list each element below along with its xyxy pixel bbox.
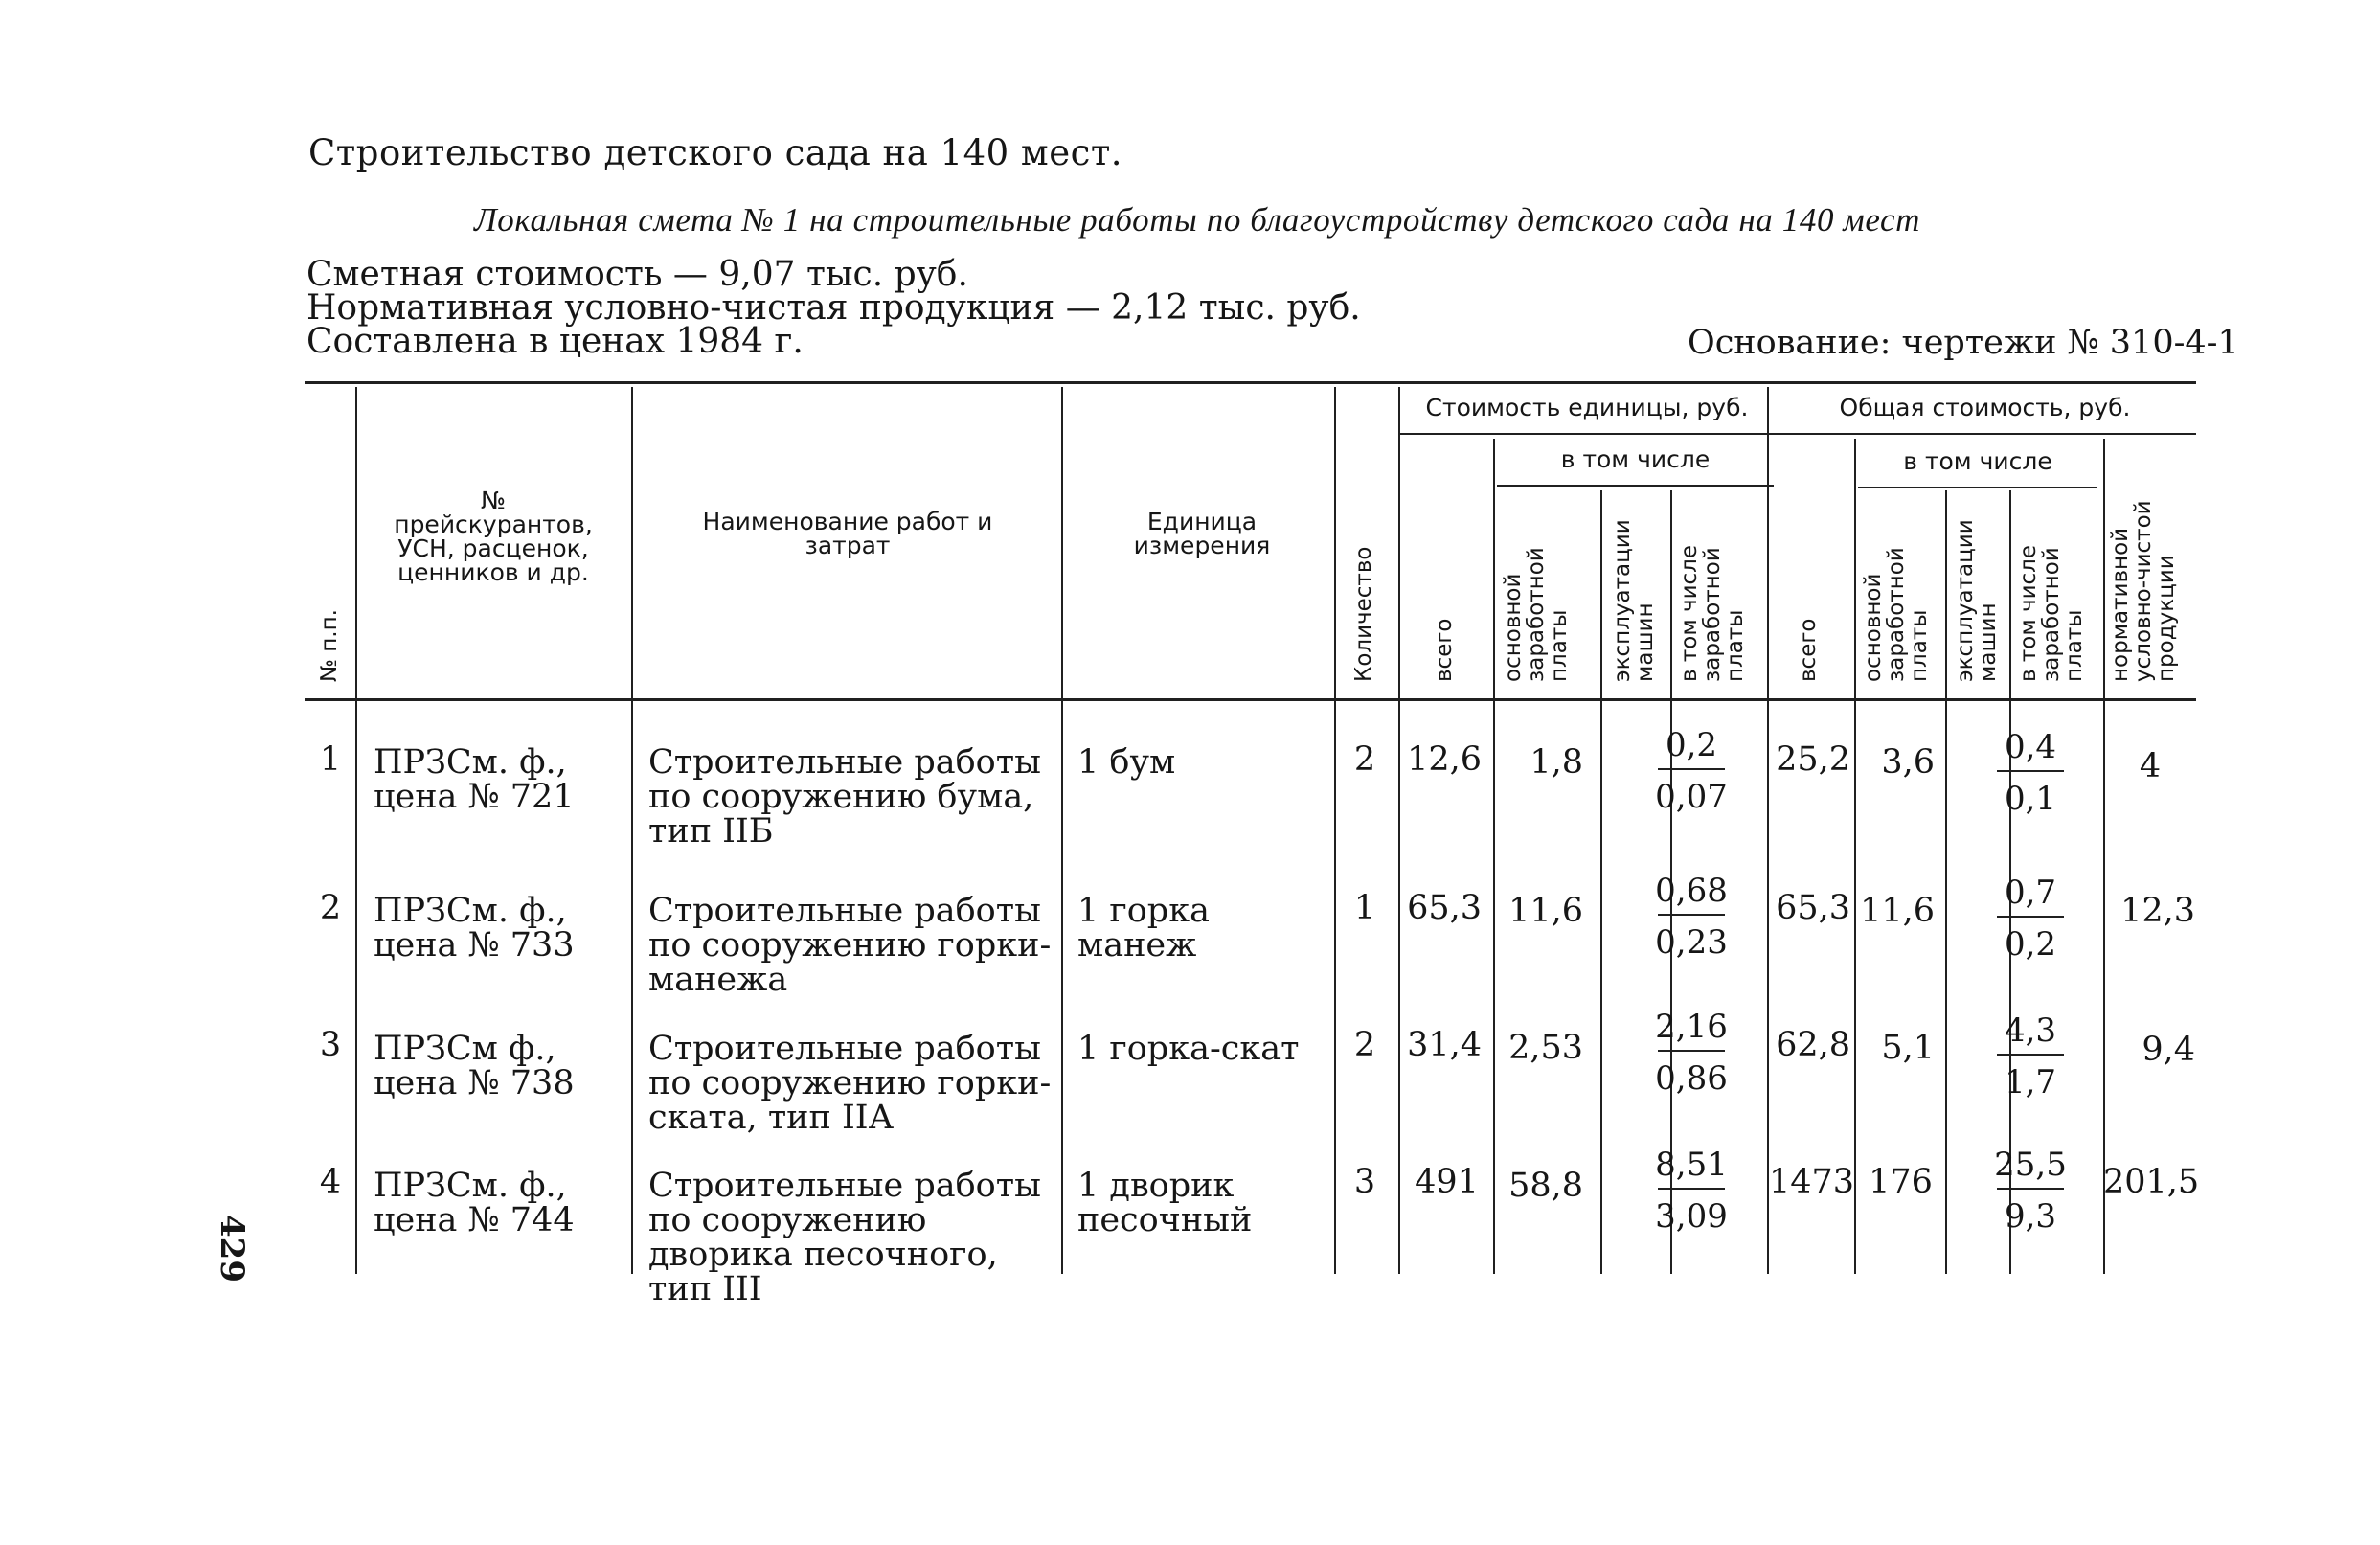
vline-6: [1493, 439, 1495, 1274]
table-row-3-total-machine-wage: 1,7: [2004, 1063, 2057, 1102]
table-row-1-normative: 4: [2139, 747, 2162, 785]
table-row-4-total: 1473: [1769, 1163, 1855, 1201]
vline-1: [355, 387, 357, 1274]
table-row-3-total-machine: [1973, 1011, 2088, 1102]
table-row-1-unit: 1 бум: [1077, 743, 1176, 782]
table-row-4-num: 4: [319, 1163, 342, 1201]
table-row-1-pricelist: ПРЗСм. ф., цена № 721: [374, 743, 575, 816]
basis-drawings: Основание: чертежи № 310-4-1: [1688, 324, 2239, 362]
vline-4: [1334, 387, 1336, 1274]
fraction-bar: [1658, 914, 1725, 916]
fraction-bar: [1997, 1188, 2064, 1190]
table-row-4-total-machine-value: 25,5: [1994, 1146, 2067, 1184]
vline-10: [1854, 439, 1856, 1274]
vline-13: [2103, 439, 2105, 1274]
vline-7: [1600, 490, 1602, 1274]
table-row-3-total-machine-value: 4,3: [2004, 1011, 2057, 1050]
table-row-4-unit-machine-value: 8,51: [1655, 1146, 1728, 1184]
table-row-2-total-machine-value: 0,7: [2004, 874, 2057, 912]
col-header-name: Наименование работ и затрат: [702, 508, 993, 559]
table-row-1-total-wage: 3,6: [1881, 743, 1935, 782]
table-row-1-total: 25,2: [1776, 740, 1850, 779]
table-row-1-unit-total: 12,6: [1407, 740, 1482, 779]
col-header-unit-machine: эксплуатации машин: [1610, 519, 1658, 682]
vline-11: [1945, 490, 1947, 1274]
table-row-4-unit-machine-wage: 3,09: [1655, 1197, 1728, 1236]
col-header-total-incl-wage: в том числе заработной платы: [2016, 544, 2087, 682]
table-row-1-total-machine: [1973, 728, 2088, 818]
table-row-4-normative: 201,5: [2103, 1163, 2200, 1201]
table-row-2-unit-machine: [1634, 872, 1749, 962]
vline-3: [1061, 387, 1063, 1274]
col-header-total-machine: эксплуатации машин: [1953, 519, 2001, 682]
table-row-1-unit-wage: 1,8: [1530, 743, 1583, 782]
table-row-2-total-machine: [1973, 874, 2088, 964]
table-row-2-num: 2: [319, 889, 342, 927]
table-row-2-name: Строительные работы по сооружению горки-манежа: [648, 892, 1052, 999]
col-header-including-unit: в том числе: [1560, 445, 1711, 473]
table-row-3-qty: 2: [1353, 1026, 1376, 1064]
col-header-total-base-wage: основной заработной платы: [1861, 547, 1932, 682]
table-row-3-num: 3: [319, 1026, 342, 1064]
table-row-2-normative: 12,3: [2120, 892, 2195, 930]
col-header-unit: Единица измерения: [1133, 508, 1271, 559]
table-row-4-unit: 1 дворик песочный: [1077, 1167, 1253, 1239]
fraction-bar: [1658, 1050, 1725, 1052]
header-bottom-rule: [305, 698, 2196, 701]
table-row-4-name: Строительные работы по сооружению дворика песочного, тип III: [648, 1167, 1041, 1308]
table-row-4-qty: 3: [1353, 1163, 1376, 1201]
col-header-unit-incl-wage: в том числе заработной платы: [1677, 544, 1748, 682]
table-row-3-unit-total: 31,4: [1407, 1026, 1482, 1064]
table-row-1-total-machine-value: 0,4: [2004, 728, 2057, 766]
table-row-3-total: 62,8: [1776, 1026, 1850, 1064]
fraction-bar: [1658, 768, 1725, 770]
table-row-3-unit-machine: [1634, 1008, 1749, 1098]
fraction-bar: [1997, 770, 2064, 772]
vline-2: [631, 387, 633, 1274]
table-row-3-name: Строительные работы по сооружению горки-ската, тип IIА: [648, 1030, 1052, 1137]
subgroup-rule-total: [1858, 487, 2097, 488]
col-header-pricelist: № прейскурантов, УСН, расценок, ценников и др.: [394, 487, 593, 586]
vline-9: [1767, 387, 1769, 1274]
table-row-2-qty: 1: [1353, 889, 1376, 927]
col-header-including-total: в том числе: [1903, 447, 2052, 475]
table-row-1-total-machine-wage: 0,1: [2004, 780, 2057, 818]
table-row-4-unit-total: 491: [1415, 1163, 1479, 1201]
subgroup-rule-unit: [1497, 485, 1774, 487]
table-row-4-unit-machine: [1634, 1146, 1749, 1236]
group-rule-unit: [1400, 433, 1774, 435]
page-number: 429: [213, 1215, 251, 1283]
table-top-rule: [305, 381, 2196, 384]
table-row-2-total: 65,3: [1776, 889, 1850, 927]
table-row-2-unit-machine-value: 0,68: [1655, 872, 1728, 910]
col-header-num: № п.п.: [317, 609, 342, 682]
table-row-2-total-wage: 11,6: [1860, 892, 1935, 930]
col-header-unit-total: всего: [1432, 618, 1457, 682]
col-header-total-total: всего: [1796, 618, 1821, 682]
table-row-3-unit-wage: 2,53: [1508, 1029, 1583, 1067]
fraction-bar: [1997, 1054, 2064, 1056]
normative-output: Нормативная условно-чистая продукция — 2,12 тыс. руб.: [306, 288, 1361, 328]
project-title: Строительство детского сада на 140 мест.: [308, 132, 1123, 173]
table-row-1-unit-machine-wage: 0,07: [1655, 778, 1728, 816]
vline-5: [1398, 387, 1400, 1274]
estimated-cost: Сметная стоимость — 9,07 тыс. руб.: [306, 255, 968, 294]
group-rule-total: [1774, 433, 2196, 435]
estimate-title: Локальная смета № 1 на строительные работы по благоустройству детского сада на 140 мест: [474, 201, 1921, 239]
table-row-2-pricelist: ПРЗСм. ф., цена № 733: [374, 892, 575, 965]
table-row-2-unit-wage: 11,6: [1508, 892, 1583, 930]
table-row-2-unit-machine-wage: 0,23: [1655, 923, 1728, 962]
col-header-unit-base-wage: основной заработной платы: [1501, 547, 1572, 682]
col-header-unit-cost-group: Стоимость единицы, руб.: [1425, 394, 1749, 421]
fraction-bar: [1658, 1188, 1725, 1190]
table-row-4-unit-wage: 58,8: [1508, 1167, 1583, 1205]
table-row-3-unit-machine-value: 2,16: [1655, 1008, 1728, 1046]
table-row-4-total-machine: [1973, 1146, 2088, 1236]
table-row-1-num: 1: [319, 740, 342, 779]
col-header-total-cost-group: Общая стоимость, руб.: [1839, 394, 2131, 421]
table-row-4-total-machine-wage: 9,3: [2004, 1197, 2057, 1236]
table-row-3-total-wage: 5,1: [1881, 1029, 1935, 1067]
table-row-4-total-wage: 176: [1869, 1163, 1933, 1201]
table-row-2-unit-total: 65,3: [1407, 889, 1482, 927]
table-row-2-total-machine-wage: 0,2: [2004, 925, 2057, 964]
table-row-3-pricelist: ПРЗСм ф., цена № 738: [374, 1030, 575, 1102]
table-row-3-unit: 1 горка-скат: [1077, 1030, 1300, 1068]
table-row-1-qty: 2: [1353, 740, 1376, 779]
prices-year: Составлена в ценах 1984 г.: [306, 322, 804, 361]
table-row-4-pricelist: ПРЗСм. ф., цена № 744: [374, 1167, 575, 1239]
table-row-3-normative: 9,4: [2142, 1031, 2195, 1069]
table-row-3-unit-machine-wage: 0,86: [1655, 1059, 1728, 1098]
col-header-normative: нормативной условно-чистой продукции: [2108, 500, 2179, 682]
table-row-1-unit-machine: [1634, 726, 1749, 816]
table-row-1-name: Строительные работы по сооружению бума, тип IIБ: [648, 743, 1041, 851]
table-row-1-unit-machine-value: 0,2: [1665, 726, 1718, 764]
fraction-bar: [1997, 916, 2064, 918]
table-row-2-unit: 1 горка манеж: [1077, 892, 1210, 965]
col-header-qty: Количество: [1351, 546, 1376, 682]
